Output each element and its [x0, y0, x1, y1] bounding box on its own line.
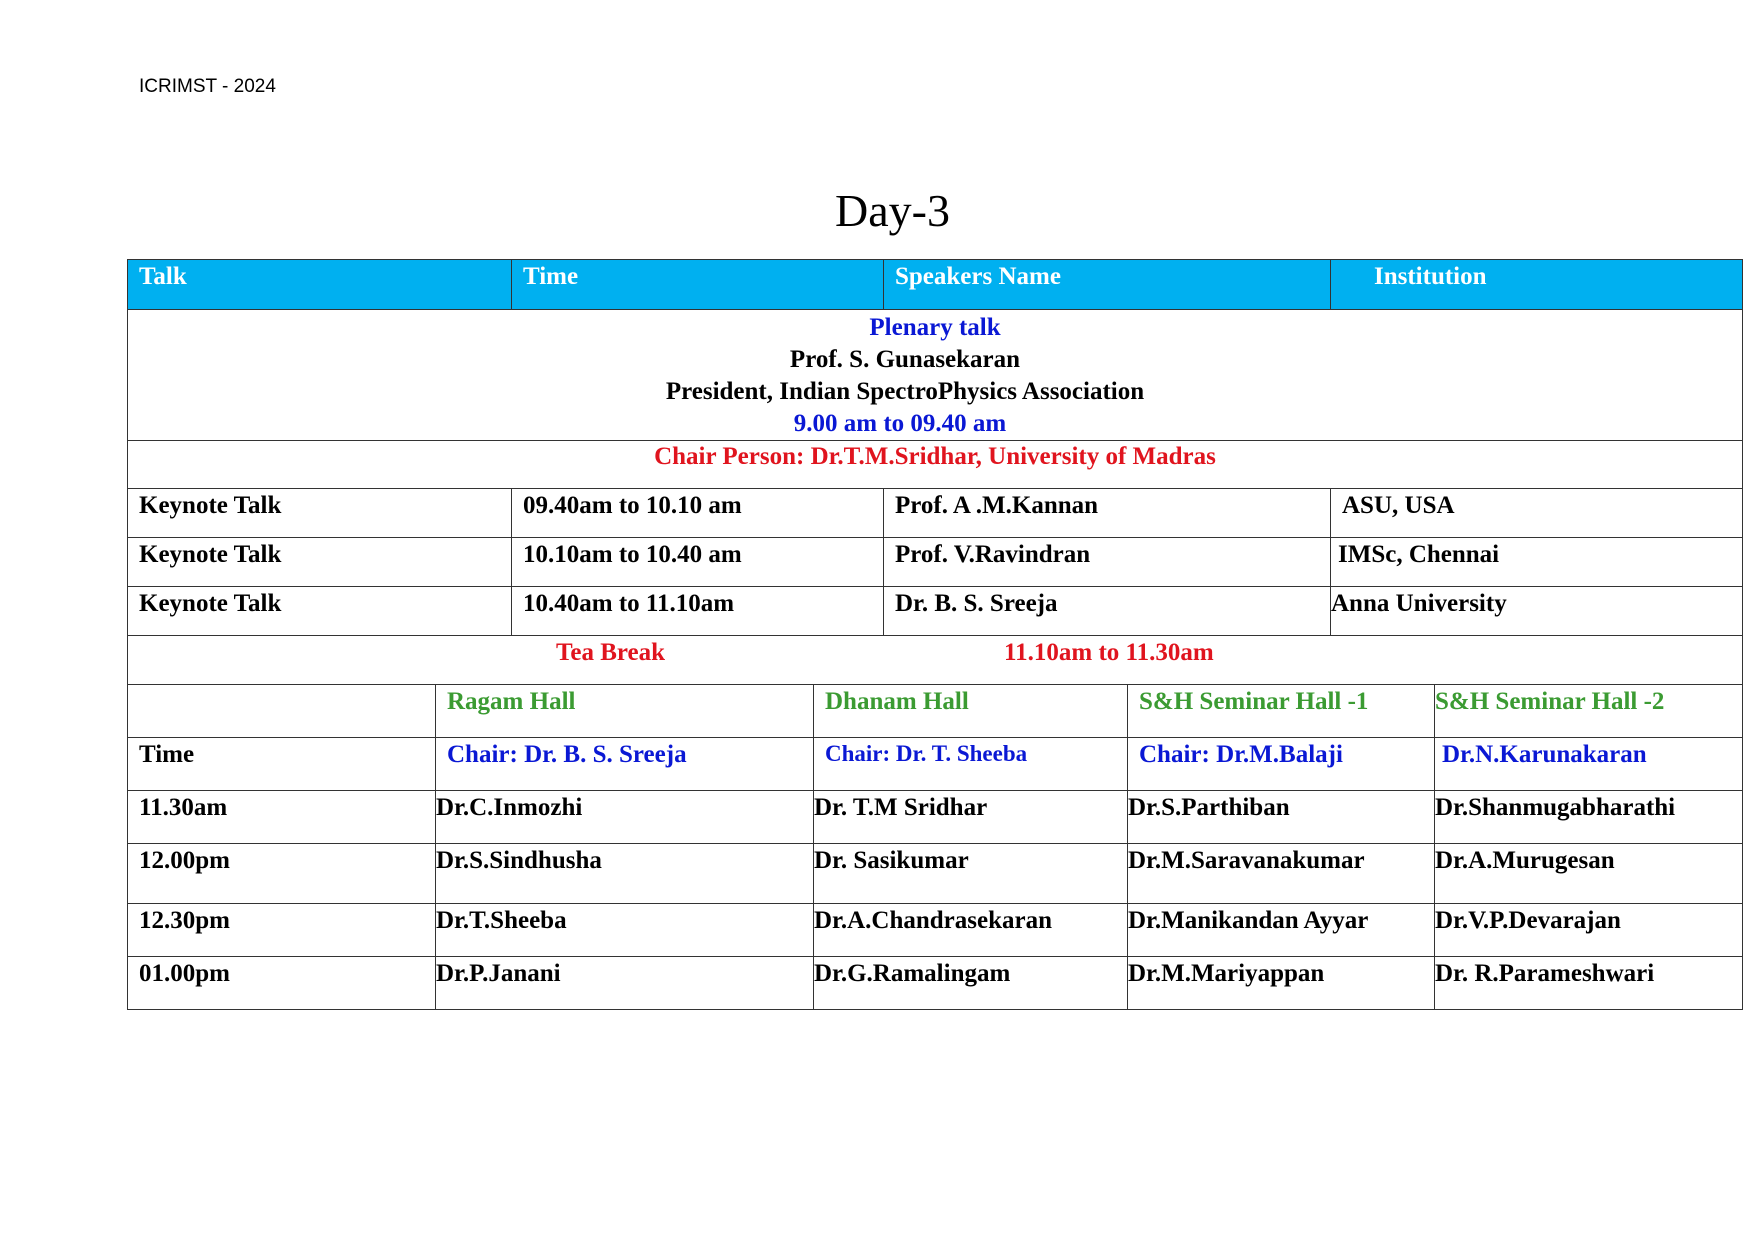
hall-name: Dhanam Hall	[814, 685, 1128, 738]
table-row	[128, 587, 1743, 636]
session-speaker: Dr.M.Mariyappan	[1128, 957, 1435, 1010]
empty-cell	[128, 685, 436, 738]
keynote-institution: IMSc, Chennai	[1331, 538, 1743, 587]
session-speaker: Dr.A.Murugesan	[1435, 844, 1743, 904]
keynote-talk: Keynote Talk	[128, 587, 512, 636]
session-chairs-row	[128, 738, 1743, 791]
page-title: Day-3	[835, 185, 950, 236]
keynote-talk: Keynote Talk	[128, 489, 512, 538]
keynote-speaker: Dr. B. S. Sreeja	[884, 587, 1331, 636]
keynote-institution: Anna University	[1331, 587, 1743, 636]
halls-row	[128, 685, 1743, 738]
chair-person-row	[128, 441, 1743, 489]
hall-name: Ragam Hall	[436, 685, 814, 738]
column-header-time: Time	[512, 260, 884, 310]
session-speaker: Dr.S.Parthiban	[1128, 791, 1435, 844]
session-speaker: Dr.A.Chandrasekaran	[814, 904, 1128, 957]
plenary-cell	[128, 310, 1743, 441]
keynote-talk: Keynote Talk	[128, 538, 512, 587]
tea-break-label: Tea Break	[556, 639, 666, 666]
document-header: ICRIMST - 2024	[139, 76, 276, 97]
session-speaker: Dr.G.Ramalingam	[814, 957, 1128, 1010]
table-row	[128, 957, 1743, 1010]
session-speaker: Dr.V.P.Devarajan	[1435, 904, 1743, 957]
plenary-row	[128, 310, 1743, 441]
session-chair: Chair: Dr.M.Balaji	[1128, 738, 1435, 791]
column-header-speakers: Speakers Name	[884, 260, 1331, 310]
session-speaker: Dr. Sasikumar	[814, 844, 1128, 904]
session-speaker: Dr.C.Inmozhi	[436, 791, 814, 844]
table-row	[128, 844, 1743, 904]
session-speaker: Dr.Manikandan Ayyar	[1128, 904, 1435, 957]
plenary-label: Plenary talk	[869, 314, 1001, 341]
institution-header-label: Institution	[1374, 263, 1487, 290]
table-row	[128, 791, 1743, 844]
session-time: 01.00pm	[128, 957, 436, 1010]
plenary-role: President, Indian SpectroPhysics Association	[665, 378, 1145, 405]
chair-person: Chair Person: Dr.T.M.Sridhar, University of Madras	[128, 441, 1743, 489]
session-chair: Chair: Dr. B. S. Sreeja	[436, 738, 814, 791]
session-time: 12.00pm	[128, 844, 436, 904]
session-speaker: Dr.S.Sindhusha	[436, 844, 814, 904]
column-header-talk: Talk	[128, 260, 512, 310]
session-time: 12.30pm	[128, 904, 436, 957]
tea-break-row	[128, 636, 1743, 685]
table-row	[128, 904, 1743, 957]
session-speaker: Dr. R.Parameshwari	[1435, 957, 1743, 1010]
session-time: 11.30am	[128, 791, 436, 844]
schedule-table	[127, 259, 1743, 1010]
table-row	[128, 489, 1743, 538]
hall-name: S&H Seminar Hall -2	[1435, 685, 1743, 738]
hall-name: S&H Seminar Hall -1	[1128, 685, 1435, 738]
keynote-institution: ASU, USA	[1331, 489, 1743, 538]
session-speaker: Dr.T.Sheeba	[436, 904, 814, 957]
session-chair: Dr.N.Karunakaran	[1435, 738, 1743, 791]
plenary-time: 9.00 am to 09.40 am	[793, 410, 1007, 437]
session-chair: Chair: Dr. T. Sheeba	[814, 738, 1128, 791]
time-label: Time	[128, 738, 436, 791]
session-speaker: Dr.M.Saravanakumar	[1128, 844, 1435, 904]
session-speaker: Dr.Shanmugabharathi	[1435, 791, 1743, 844]
table-header-row	[128, 260, 1743, 310]
keynote-speaker: Prof. A .M.Kannan	[884, 489, 1331, 538]
session-speaker: Dr. T.M Sridhar	[814, 791, 1128, 844]
keynote-time: 10.40am to 11.10am	[512, 587, 884, 636]
tea-break-time: 11.10am to 11.30am	[1004, 639, 1214, 666]
keynote-time: 10.10am to 10.40 am	[512, 538, 884, 587]
column-header-institution	[1331, 260, 1743, 310]
tea-break-cell	[128, 636, 1743, 685]
session-speaker: Dr.P.Janani	[436, 957, 814, 1010]
keynote-speaker: Prof. V.Ravindran	[884, 538, 1331, 587]
table-row	[128, 538, 1743, 587]
keynote-time: 09.40am to 10.10 am	[512, 489, 884, 538]
plenary-speaker: Prof. S. Gunasekaran	[789, 346, 1021, 373]
